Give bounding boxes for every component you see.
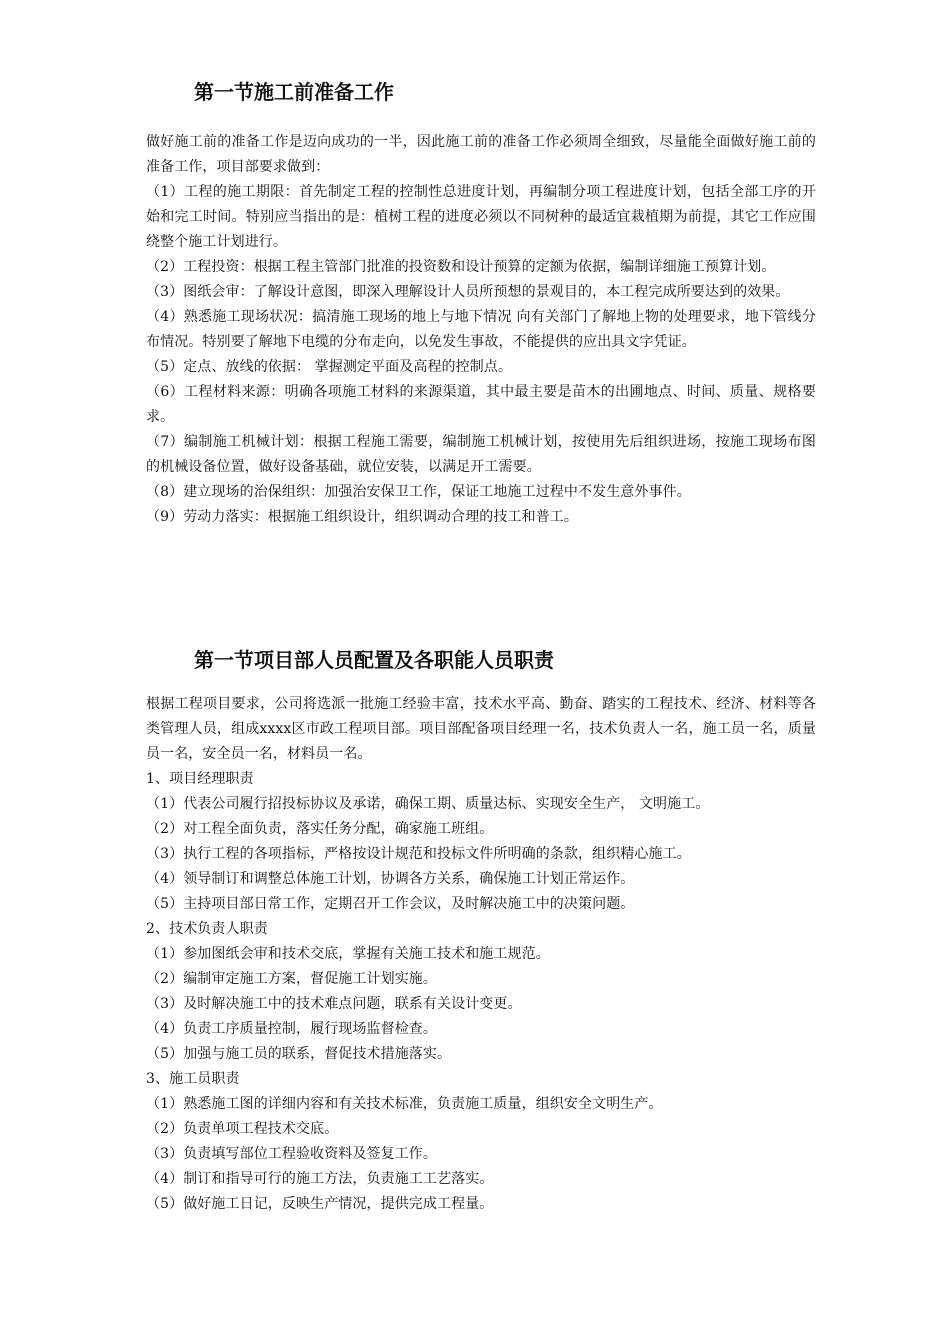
list-item: （4）负责工序质量控制，履行现场监督检查。 bbox=[146, 1021, 438, 1037]
section-body bbox=[146, 130, 816, 530]
list-item: （5）加强与施工员的联系，督促技术措施落实。 bbox=[146, 1046, 452, 1062]
list-item: （5）主持项目部日常工作，定期召开工作会议，及时解决施工中的决策问题。 bbox=[146, 896, 635, 912]
list-item: （1）参加图纸会审和技术交底，掌握有关施工技术和施工规范。 bbox=[146, 946, 550, 962]
section-title: 第一节施工前准备工作 bbox=[194, 80, 394, 104]
group-heading: 3、施工员职责 bbox=[146, 1071, 240, 1087]
list-item: （8）建立现场的治保组织：加强治安保卫工作，保证工地施工过程中不发生意外事件。 bbox=[146, 484, 691, 500]
section-title: 第一节项目部人员配置及各职能人员职责 bbox=[194, 648, 554, 672]
list-item: （2）对工程全面负责，落实任务分配，确家施工班组。 bbox=[146, 821, 494, 837]
list-item: （3）及时解决施工中的技术难点问题，联系有关设计变更。 bbox=[146, 996, 522, 1012]
list-item: （9）劳动力落实：根据施工组织设计，组织调动合理的技工和普工。 bbox=[146, 509, 579, 525]
list-item: （4）制订和指导可行的施工方法，负责施工工艺落实。 bbox=[146, 1171, 494, 1187]
section-staffing bbox=[146, 648, 816, 1217]
list-item: （5）做好施工日记，反映生产情况，提供完成工程量。 bbox=[146, 1196, 494, 1212]
list-item: （2）负责单项工程技术交底。 bbox=[146, 1121, 339, 1137]
group-heading: 2、技术负责人职责 bbox=[146, 921, 268, 937]
list-item: （2）编制审定施工方案，督促施工计划实施。 bbox=[146, 971, 438, 987]
intro-paragraph: 根据工程项目要求，公司将选派一批施工经验丰富，技术水平高、勤奋、踏实的工程技术、经济、材料等各类管理人员，组成xxxx区市政工程项目部。项目部配备项目经理一名，技术负责人一名，施工员一名，质量员一名，安全员一名，材料员一名。 bbox=[146, 696, 816, 762]
list-item: （3）图纸会审：了解设计意图，即深入理解设计人员所预想的景观目的，本工程完成所要达到的效果。 bbox=[146, 284, 790, 300]
list-item: （4）熟悉施工现场状况：搞清施工现场的地上与地下情况 向有关部门了解地上物的处理要求，地下管线分布情况。特别要了解地下电缆的分布走向，以免发生事故，不能提供的应出具文字凭证。 bbox=[146, 309, 816, 350]
list-item: （1）工程的施工期限：首先制定工程的控制性总进度计划，再编制分项工程进度计划，包括全部工序的开始和完工时间。特别应当指出的是：植树工程的进度必须以不同树种的最适宜栽植期为前提，其它工作应围绕整个施工计划进行。 bbox=[146, 184, 816, 250]
group-heading: 1、项目经理职责 bbox=[146, 771, 254, 787]
list-item: （2）工程投资：根据工程主管部门批准的投资数和设计预算的定额为依据，编制详细施工预算计划。 bbox=[146, 259, 776, 275]
section-body bbox=[146, 692, 816, 1217]
list-item: （4）领导制订和调整总体施工计划，协调各方关系，确保施工计划正常运作。 bbox=[146, 871, 635, 887]
list-item: （6）工程材料来源：明确各项施工材料的来源渠道，其中最主要是苗木的出圃地点、时间、质量、规格要求。 bbox=[146, 384, 816, 425]
section-preparation bbox=[146, 80, 816, 530]
list-item: （3）执行工程的各项指标，严格按设计规范和投标文件所明确的条款，组织精心施工。 bbox=[146, 846, 691, 862]
list-item: （1）熟悉施工图的详细内容和有关技术标准，负责施工质量，组织安全文明生产。 bbox=[146, 1096, 663, 1112]
list-item: （7）编制施工机械计划：根据工程施工需要，编制施工机械计划，按使用先后组织进场，按施工现场布图的机械设备位置，做好设备基础，就位安装，以满足开工需要。 bbox=[146, 434, 816, 475]
list-item: （1）代表公司履行招投标协议及承诺，确保工期、质量达标、实现安全生产， 文明施工。 bbox=[146, 796, 710, 812]
list-item: （3）负责填写部位工程验收资料及签复工作。 bbox=[146, 1146, 438, 1162]
intro-paragraph: 做好施工前的准备工作是迈向成功的一半，因此施工前的准备工作必须周全细致，尽量能全面做好施工前的准备工作，项目部要求做到： bbox=[146, 134, 816, 175]
list-item: （5）定点、放线的依据： 掌握测定平面及高程的控制点。 bbox=[146, 359, 513, 375]
